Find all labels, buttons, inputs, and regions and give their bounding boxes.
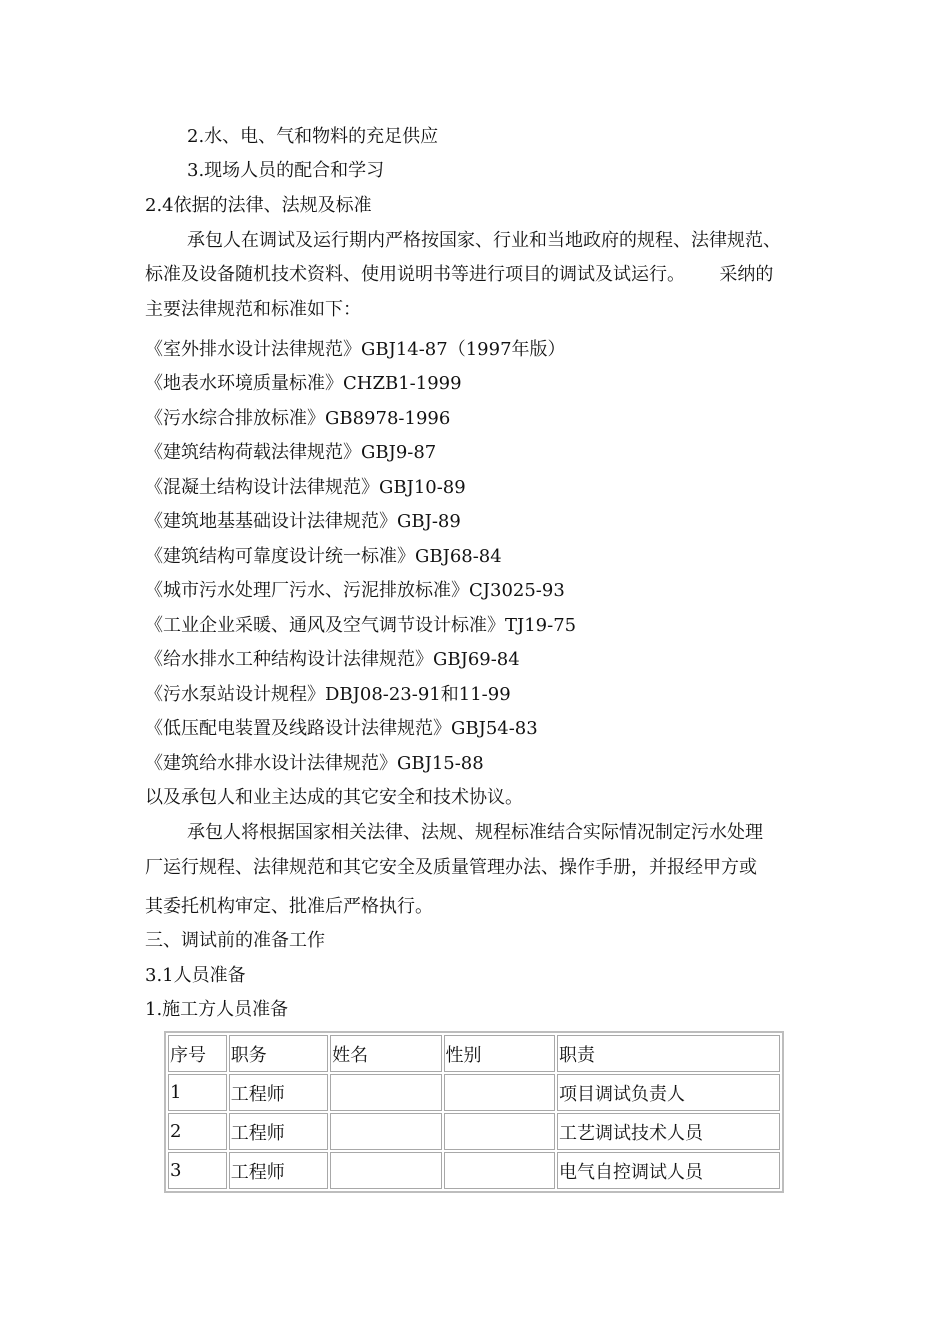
standard-item: 《工业企业采暖、通风及空气调节设计标准》TJ19-75 — [145, 615, 577, 636]
table-row — [168, 1152, 780, 1189]
header-cell-gender: 性别 — [444, 1035, 555, 1072]
table-cell: 工艺调试技术人员 — [557, 1113, 780, 1150]
personnel-table — [164, 1031, 784, 1193]
standard-item: 《建筑结构荷载法律规范》GBJ9-87 — [145, 442, 437, 463]
table-cell — [444, 1113, 555, 1150]
table-header-row — [168, 1035, 780, 1072]
table-cell: 电气自控调试人员 — [557, 1152, 780, 1189]
paragraph-line: 其委托机构审定、批准后严格执行。 — [145, 896, 433, 917]
table-cell: 工程师 — [229, 1074, 328, 1111]
standard-item: 《建筑结构可靠度设计统一标准》GBJ68-84 — [145, 546, 502, 567]
table-cell: 工程师 — [229, 1113, 328, 1150]
table-cell: 2 — [168, 1113, 227, 1150]
table-cell — [330, 1152, 441, 1189]
paragraph-line: 厂运行规程、法律规范和其它安全及质量管理办法、操作手册，并报经甲方或 — [145, 857, 757, 878]
table-cell: 1 — [168, 1074, 227, 1111]
table-row — [168, 1113, 780, 1150]
table-cell — [444, 1152, 555, 1189]
header-cell-index: 序号 — [168, 1035, 227, 1072]
paragraph-line: 主要法律规范和标准如下： — [145, 299, 361, 320]
paragraph-line: 标准及设备随机技术资料、使用说明书等进行项目的调试及试运行。 采纳的 — [145, 264, 774, 285]
text-line: 3.现场人员的配合和学习 — [187, 160, 385, 181]
standard-item: 《建筑地基基础设计法律规范》GBJ-89 — [145, 511, 461, 532]
standard-item: 《污水综合排放标准》GB8978-1996 — [145, 408, 451, 429]
paragraph-line: 以及承包人和业主达成的其它安全和技术协议。 — [145, 787, 523, 808]
standard-item: 《城市污水处理厂污水、污泥排放标准》CJ3025-93 — [145, 580, 565, 601]
header-cell-position: 职务 — [229, 1035, 328, 1072]
standard-item: 《地表水环境质量标准》CHZB1-1999 — [145, 373, 462, 394]
table-row — [168, 1074, 780, 1111]
section-heading: 2.4依据的法律、法规及标准 — [145, 195, 372, 216]
header-cell-duty: 职责 — [557, 1035, 780, 1072]
table-cell: 项目调试负责人 — [557, 1074, 780, 1111]
header-cell-name: 姓名 — [330, 1035, 441, 1072]
paragraph-line: 承包人在调试及运行期内严格按国家、行业和当地政府的规程、法律规范、 — [187, 230, 781, 251]
section-heading: 三、调试前的准备工作 — [145, 930, 325, 951]
standard-item: 《室外排水设计法律规范》GBJ14-87（1997年版） — [145, 339, 566, 360]
table-cell — [330, 1074, 441, 1111]
text-line: 2.水、电、气和物料的充足供应 — [187, 126, 439, 147]
standard-item: 《低压配电装置及线路设计法律规范》GBJ54-83 — [145, 718, 538, 739]
standard-item: 《混凝土结构设计法律规范》GBJ10-89 — [145, 477, 466, 498]
subsection-heading: 1.施工方人员准备 — [145, 999, 289, 1020]
standard-item: 《建筑给水排水设计法律规范》GBJ15-88 — [145, 753, 484, 774]
standard-item: 《给水排水工种结构设计法律规范》GBJ69-84 — [145, 649, 520, 670]
standard-item: 《污水泵站设计规程》DBJ08-23-91和11-99 — [145, 684, 511, 705]
table-cell — [444, 1074, 555, 1111]
paragraph-line: 承包人将根据国家相关法律、法规、规程标准结合实际情况制定污水处理 — [187, 822, 763, 843]
table-cell — [330, 1113, 441, 1150]
table-cell: 工程师 — [229, 1152, 328, 1189]
table-cell: 3 — [168, 1152, 227, 1189]
subsection-heading: 3.1人员准备 — [145, 965, 246, 986]
